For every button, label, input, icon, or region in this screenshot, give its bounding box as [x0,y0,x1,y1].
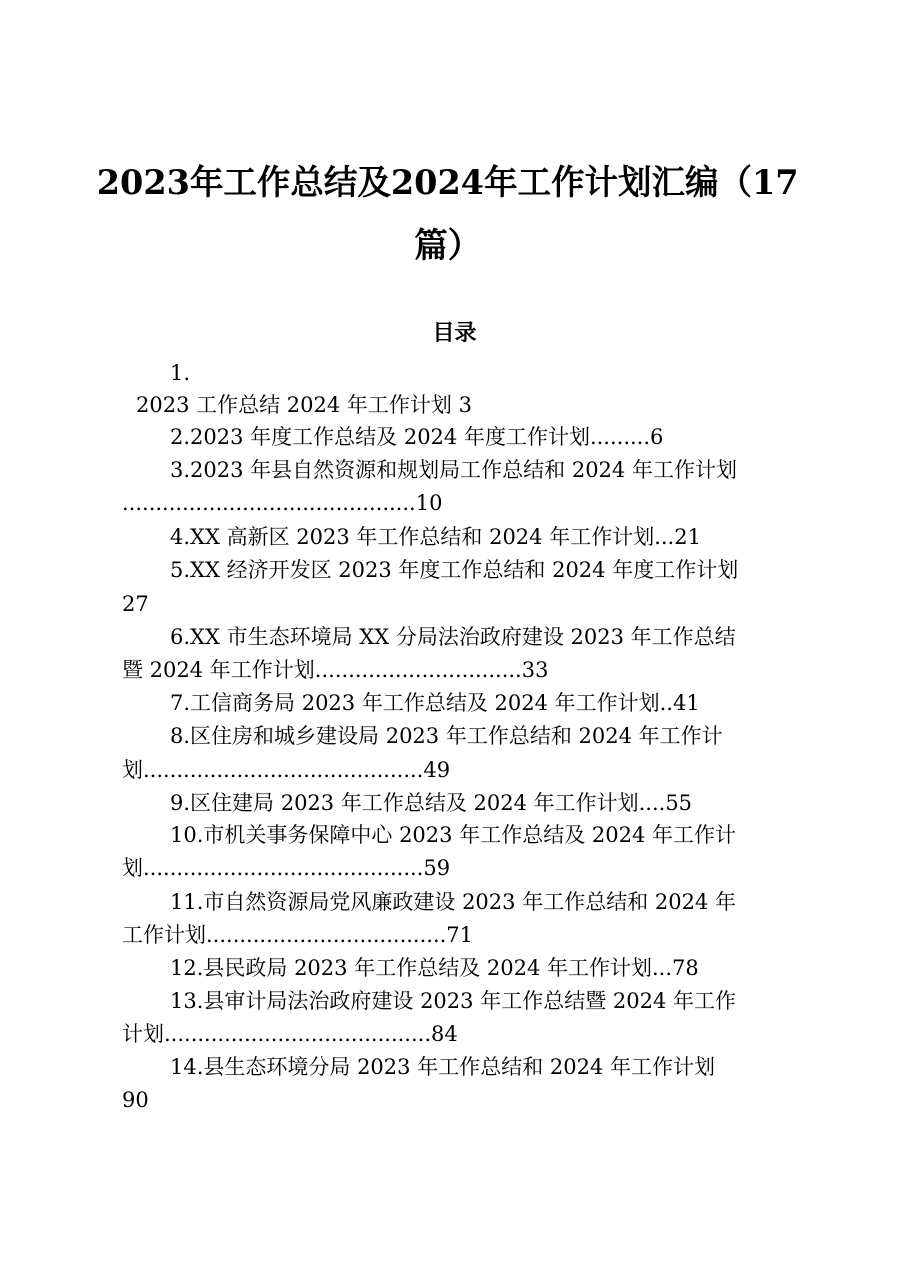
toc-entry-8: 8.区住房和城乡建设局 2023 年工作总结和 2024 年工作计 [170,724,723,748]
toc-entry-13-continuation: 计划........................................84 [122,1022,458,1046]
toc-entry-11-continuation: 工作计划....................................71 [122,923,474,947]
toc-entry-4: 4.XX 高新区 2023 年工作总结和 2024 年工作计划...21 [170,525,701,549]
toc-entry-9: 9.区住建局 2023 年工作总结及 2024 年工作计划....55 [170,791,693,815]
toc-entry-11: 11.市自然资源局党风廉政建设 2023 年工作总结和 2024 年 [170,890,736,914]
toc-entry-2: 2.2023 年度工作总结及 2024 年度工作计划.........6 [170,425,664,449]
toc-entry-7: 7.工信商务局 2023 年工作总结及 2024 年工作计划..41 [170,691,700,715]
toc-entry-5-continuation: 27 [122,592,149,616]
toc-entry-3: 3.2023 年县自然资源和规划局工作总结和 2024 年工作计划 [170,458,737,482]
toc-entry-1-number: 1. [170,361,191,385]
toc-entry-14: 14.县生态环境分局 2023 年工作总结和 2024 年工作计划 [170,1055,715,1079]
toc-entry-10-continuation: 划..........................................59 [122,856,451,880]
toc-entry-10: 10.市机关事务保障中心 2023 年工作总结及 2024 年工作计 [170,823,736,847]
document-title-line-2: 篇） [414,226,482,266]
toc-entry-12: 12.县民政局 2023 年工作总结及 2024 年工作计划...78 [170,956,699,980]
toc-entry-6-continuation: 暨 2024 年工作计划...............................33 [122,658,549,682]
toc-entry-6: 6.XX 市生态环境局 XX 分局法治政府建设 2023 年工作总结 [170,625,736,649]
toc-entry-13: 13.县审计局法治政府建设 2023 年工作总结暨 2024 年工作 [170,989,736,1013]
document-title-line-1: 2023年工作总结及2024年工作计划汇编（17 [96,163,799,203]
toc-entry-1-text: 2023 工作总结 2024 年工作计划 3 [136,393,472,417]
toc-heading: 目录 [432,320,477,346]
toc-entry-5: 5.XX 经济开发区 2023 年度工作总结和 2024 年度工作计划 [170,558,739,582]
toc-entry-3-continuation: ............................................10 [122,491,443,515]
toc-entry-14-continuation: 90 [122,1088,149,1112]
toc-entry-8-continuation: 划..........................................49 [122,758,451,782]
